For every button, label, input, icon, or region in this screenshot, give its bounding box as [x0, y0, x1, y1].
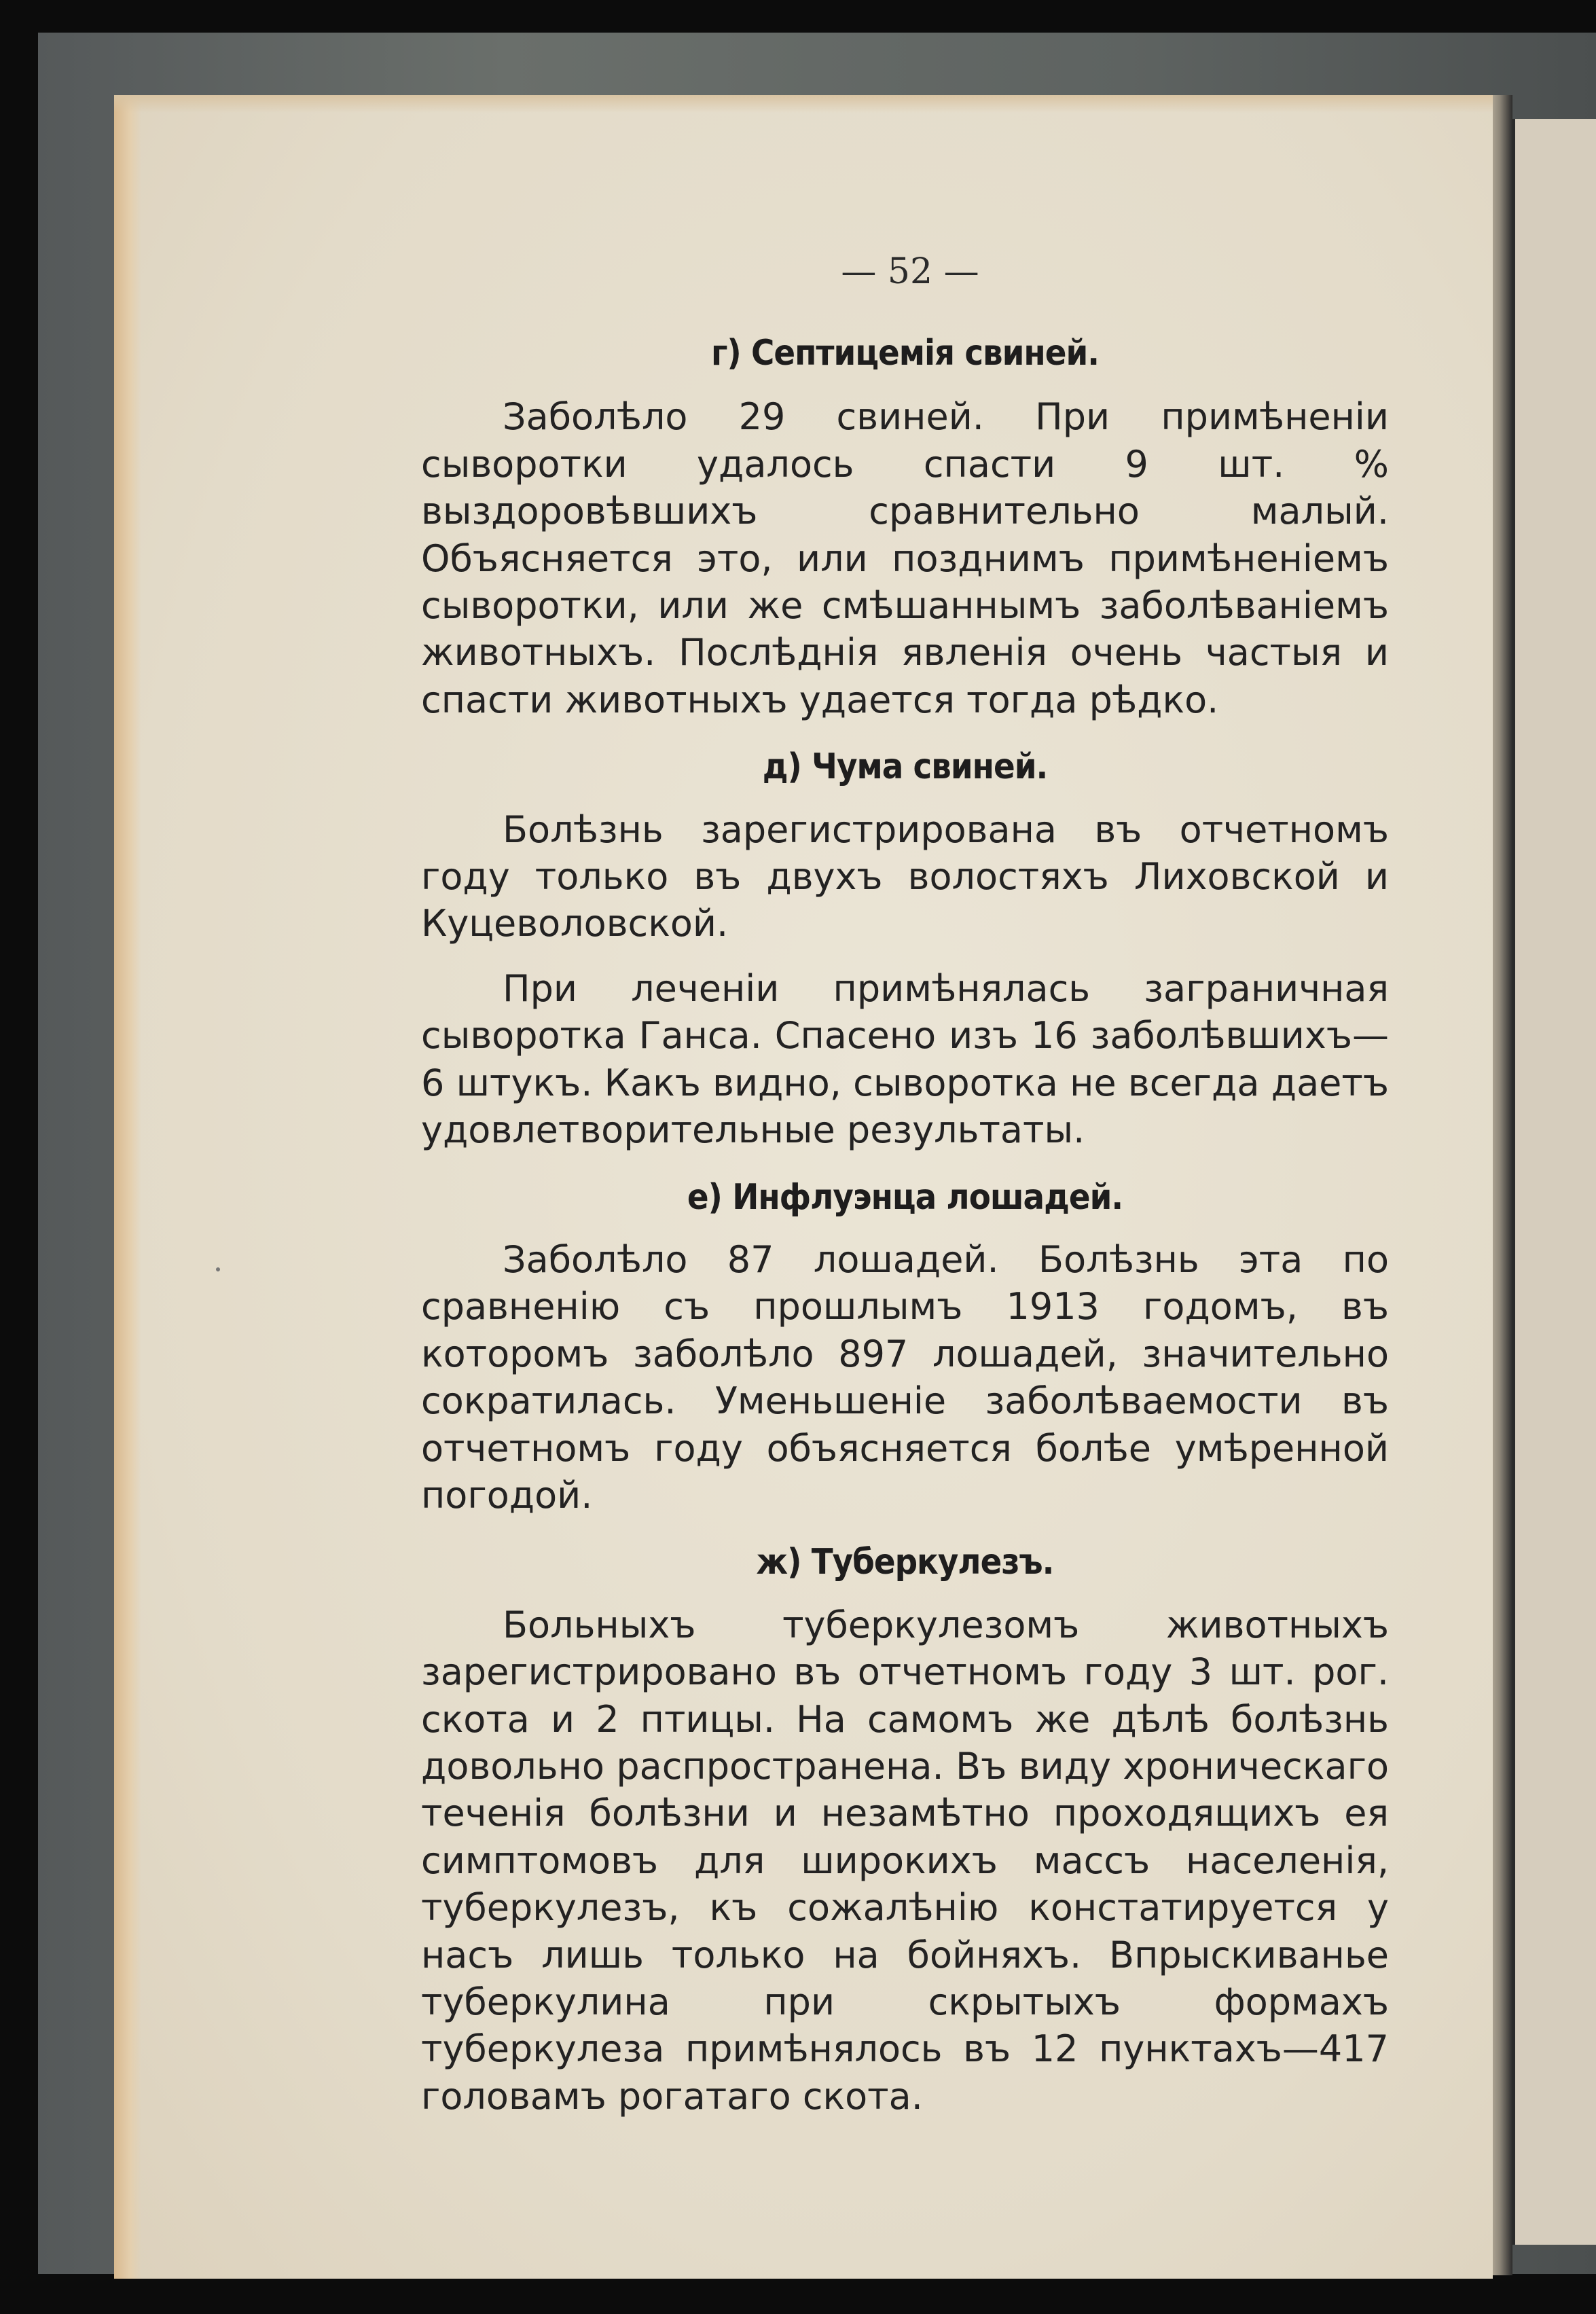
- paragraph: Болѣзнь зарегистрирована въ отчетномъ году только въ двухъ волостяхъ Лиховской и Куцеволовской.: [421, 808, 1389, 945]
- facing-page-edge: [1511, 119, 1596, 2245]
- section-heading-septicemia: г) Септицемія свиней.: [710, 333, 1100, 374]
- margin-speck: [216, 1267, 220, 1271]
- paragraph: Больныхъ туберкулезомъ животныхъ зарегистрировано въ отчетномъ году 3 шт. рог. скота и 2 птицы. На самомъ же дѣлѣ болѣзнь довольно распространена. Въ виду хроническаго теченія болѣзни и незамѣтно проходящихъ ея симптомовъ для широкихъ массъ населенія, туберкулезъ, къ сожалѣнію констатируется у насъ лишь только на бойняхъ. Впрыскиванье туберкулина при скрытыхъ формахъ туберкулеза примѣнялось въ 12 пунктахъ—417 головамъ рогатаго скота.: [421, 1603, 1389, 2118]
- paragraph: При леченіи примѣнялась заграничная сыворотка Ганса. Спасено изъ 16 заболѣвшихъ—6 штукъ. Какъ видно, сыворотка не всегда даетъ удовлетворительные результаты.: [421, 966, 1389, 1152]
- page-left-edge: [114, 95, 141, 2279]
- page-text: [421, 245, 1389, 2120]
- section-heading-influenza: е) Инфлуэнца лошадей.: [687, 1176, 1123, 1218]
- page-top-edge: [114, 95, 1493, 113]
- page-number: — 52 —: [841, 251, 979, 292]
- paragraph: Заболѣло 87 лошадей. Болѣзнь эта по сравненію съ прошлымъ 1913 годомъ, въ которомъ заболѣло 897 лошадей, значительно сократилась. Уменьшеніе заболѣваемости въ отчетномъ году объясняется болѣе умѣренной погодой.: [421, 1237, 1389, 1517]
- section-heading-swine-plague: д) Чума свиней.: [762, 746, 1048, 788]
- section-heading-tuberculosis: ж) Туберкулезъ.: [756, 1542, 1054, 1583]
- paragraph: Заболѣло 29 свиней. При примѣненіи сыворотки удалось спасти 9 шт. % выздоровѣвшихъ сравнительно малый. Объясняется это, или позднимъ примѣненіемъ сыворотки, или же смѣшаннымъ заболѣваніемъ животныхъ. Послѣднія явленія очень частыя и спасти животныхъ удается тогда рѣдко.: [421, 395, 1389, 721]
